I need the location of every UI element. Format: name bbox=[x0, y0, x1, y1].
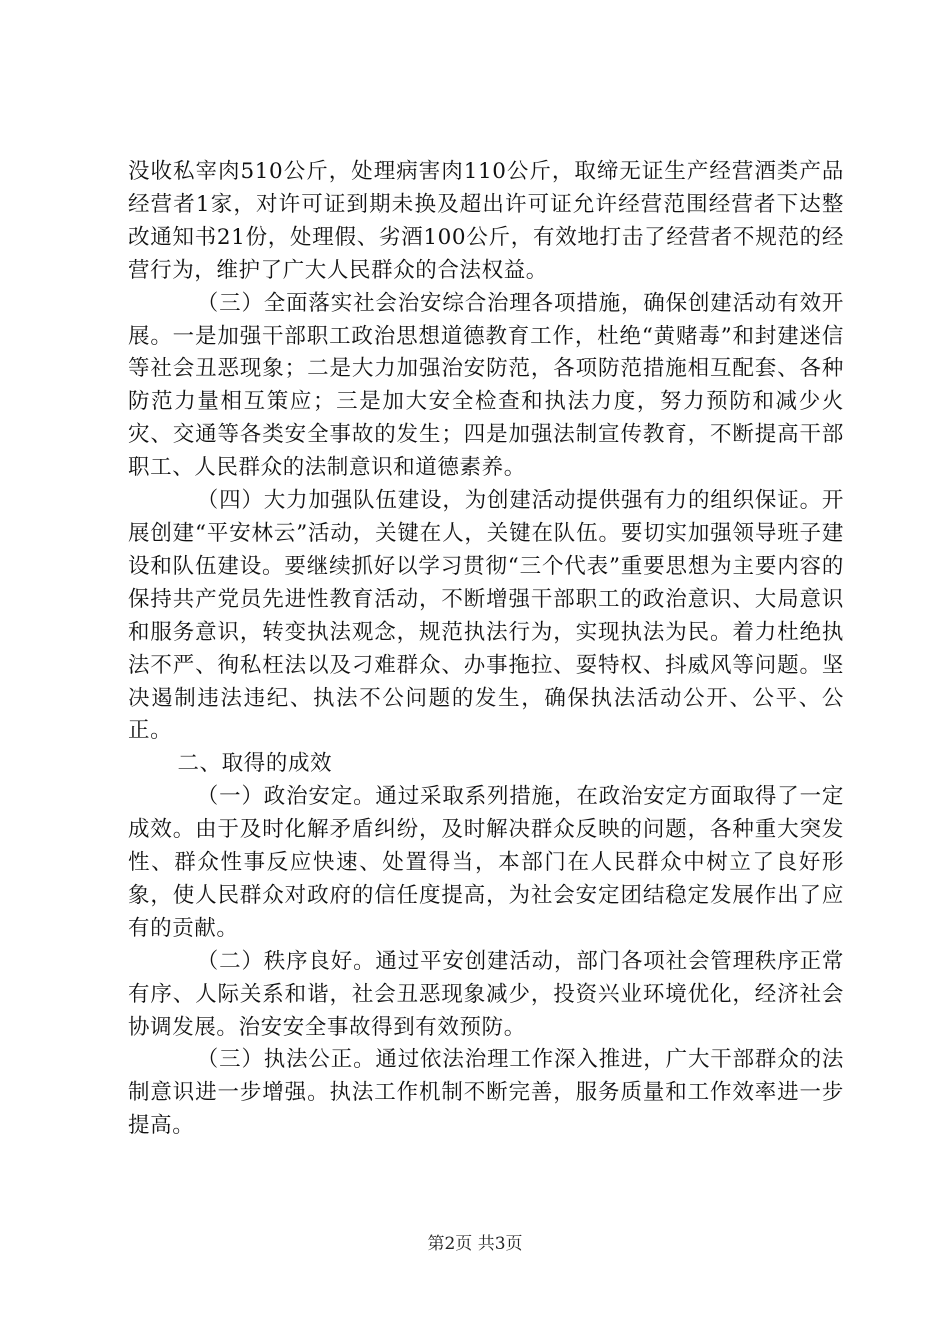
page-footer: 第2页 共3页 bbox=[427, 1234, 523, 1254]
paragraph-result-2: （二）秩序良好。通过平安创建活动，部门各项社会管理秩序正常有序、人际关系和谐，社会丑恶现象减少，投资兴业环境优化，经济社会协调发展。治安安全事故得到有效预防。 bbox=[128, 948, 844, 1040]
paragraph-section-3: （三）全面落实社会治安综合治理各项措施，确保创建活动有效开展。一是加强干部职工政治思想道德教育工作，杜绝“黄赌毒”和封建迷信等社会丑恶现象；二是大力加强治安防范，各项防范措施相互配套、各种防范力量相互策应；三是加大安全检查和执法力度，努力预防和减少火灾、交通等各类安全事故的发生；四是加强法制宣传教育，不断提高干部职工、人民群众的法制意识和道德素养。 bbox=[128, 290, 844, 481]
paragraph-result-1: （一）政治安定。通过采取系列措施，在政治安定方面取得了一定成效。由于及时化解矛盾纠纷，及时解决群众反映的问题，各种重大突发性、群众性事反应快速、处置得当，本部门在人民群众中树立了良好形象，使人民群众对政府的信任度提高，为社会安定团结稳定发展作出了应有的贡献。 bbox=[128, 784, 844, 941]
section-heading-results: 二、取得的成效 bbox=[177, 751, 333, 777]
paragraph-section-4: （四）大力加强队伍建设，为创建活动提供强有力的组织保证。开展创建“平安林云”活动，关键在人，关键在队伍。要切实加强领导班子建设和队伍建设。要继续抓好以学习贯彻“三个代表”重要思想为主要内容的保持共产党员先进性教育活动，不断增强干部职工的政治意识、大局意识和服务意识，转变执法观念，规范执法行为，实现执法为民。着力杜绝执法不严、徇私枉法以及刁难群众、办事拖拉、耍特权、抖威风等问题。坚决遏制违法违纪、执法不公问题的发生，确保执法活动公开、公平、公正。 bbox=[128, 488, 844, 744]
paragraph-continuation: 没收私宰肉510公斤，处理病害肉110公斤，取缔无证生产经营酒类产品经营者1家，对许可证到期未换及超出许可证允许经营范围经营者下达整改通知书21份，处理假、劣酒100公斤，有效地打击了经营者不规范的经营行为，维护了广大人民群众的合法权益。 bbox=[128, 159, 844, 283]
document-body bbox=[128, 156, 844, 1143]
paragraph-result-3: （三）执法公正。通过依法治理工作深入推进，广大干部群众的法制意识进一步增强。执法工作机制不断完善，服务质量和工作效率进一步提高。 bbox=[128, 1047, 844, 1139]
